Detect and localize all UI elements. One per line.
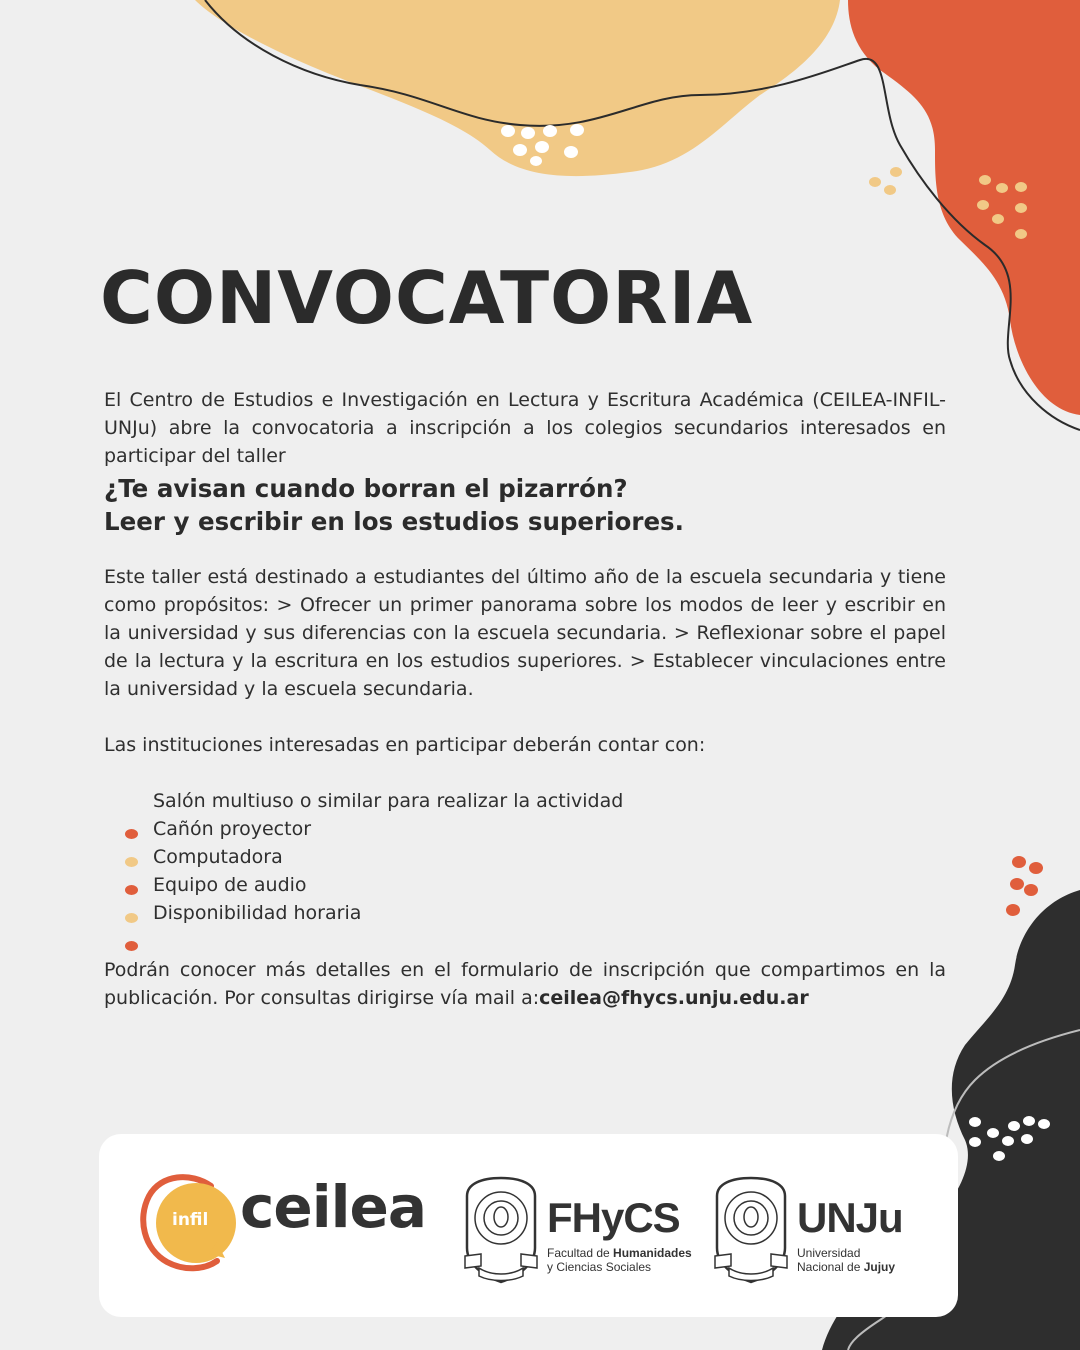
fhycs-name (547, 1246, 692, 1274)
unju-logo (709, 1134, 929, 1317)
contact-email[interactable]: ceilea@fhycs.unju.edu.ar (539, 987, 809, 1009)
bullet-dot-icon (125, 857, 138, 867)
ceilea-text: ceilea (240, 1173, 426, 1241)
bullet-dot-icon (125, 829, 138, 839)
fhycs-logo (459, 1134, 699, 1317)
unju-name (797, 1246, 895, 1274)
fhycs-name-bold: Humanidades (613, 1246, 692, 1260)
dots-orange-bottom (1006, 856, 1043, 916)
fhycs-acronym: FHyCS (547, 1194, 680, 1241)
bullet-dot-icon (125, 913, 138, 923)
speech-bubble-icon (99, 1134, 239, 1317)
description-paragraph: Este taller está destinado a estudiantes del último año de la escuela secundaria y tiene como propósitos: > Ofrecer un primer panorama sobre los modos de leer y escribir en la universidad y sus diferencias con la escuela secundaria. > Reflexionar sobre el papel de la lectura y la escritura en los estudios superiores. > Establecer vinculaciones entre la universidad y la escuela secundaria. (104, 566, 946, 700)
outro-paragraph (104, 956, 946, 1012)
intro-paragraph: El Centro de Estudios e Investigación en Lectura y Escritura Académica (CEILEA-INFIL-UNJu) abre la convocatoria a inscripción a los colegios secundarios interesados en participar del taller (104, 389, 946, 467)
workshop-title (104, 472, 964, 538)
outro-text: Podrán conocer más detalles en el formulario de inscripción que compartimos en la publicación. Por consultas dirigirse vía mail a: (104, 959, 946, 1009)
university-seal-icon (461, 1176, 541, 1288)
ceilea-logo (99, 1134, 439, 1317)
list-item: Computadora (153, 846, 283, 868)
unju-name-line1: Universidad (797, 1246, 861, 1260)
unju-name-bold: Jujuy (863, 1260, 896, 1274)
orange-blob (848, 0, 1080, 415)
logo-card (99, 1134, 958, 1317)
requirements-intro: Las instituciones interesadas en participar deberán contar con: (104, 734, 706, 756)
unju-name-prefix: Nacional de (797, 1260, 864, 1274)
list-item: Salón multiuso o similar para realizar la actividad (153, 790, 624, 812)
workshop-title-line2: Leer y escribir en los estudios superiores. (104, 507, 684, 536)
fhycs-name-prefix: Facultad de (547, 1246, 614, 1260)
fhycs-name-line2: y Ciencias Sociales (547, 1260, 652, 1274)
list-item: Cañón proyector (153, 818, 312, 840)
requirements-list (153, 787, 623, 927)
list-item: Equipo de audio (153, 874, 307, 896)
unju-acronym: UNJu (797, 1194, 903, 1241)
list-item: Disponibilidad horaria (153, 902, 362, 924)
university-seal-icon (711, 1176, 791, 1288)
bullet-dot-icon (125, 885, 138, 895)
bullet-dot-icon (125, 941, 138, 951)
page-title: CONVOCATORIA (100, 256, 754, 340)
workshop-title-line1: ¿Te avisan cuando borran el pizarrón? (104, 474, 628, 503)
infil-text: infil (172, 1210, 209, 1230)
